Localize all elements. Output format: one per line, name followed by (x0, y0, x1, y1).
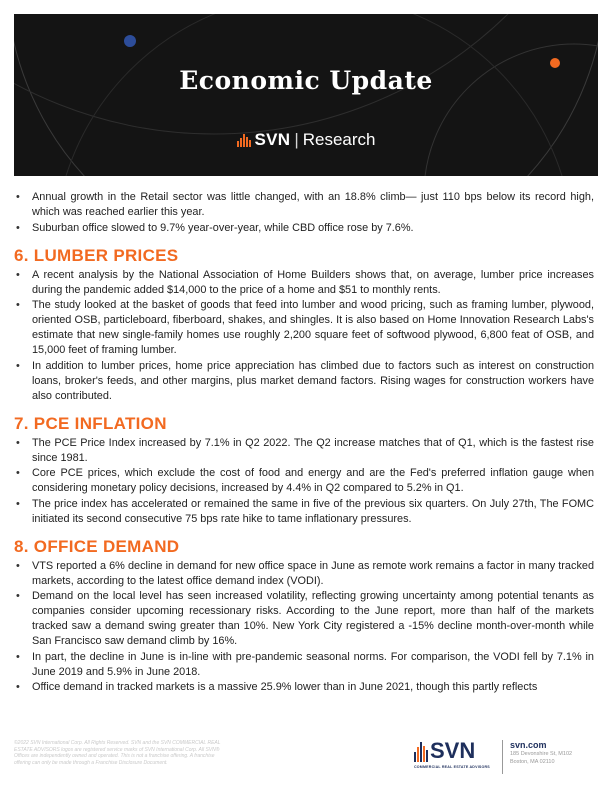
section-heading-office-demand: 8. OFFICE DEMAND (14, 536, 180, 556)
brand-division: Research (302, 130, 376, 149)
address-line-1: 185 Devonshire St, M102 (510, 751, 573, 757)
list-item: • The price index has accelerated or remained the same in five of the previous six quarters. On July 27th, The FOMC initiated its second consecutive 75 bps rate hike to tame inflationary pressures. (14, 497, 594, 527)
section-heading-lumber-prices: 6. LUMBER PRICES (14, 245, 179, 265)
list-item: • Core PCE prices, which exclude the cost of food and energy and are the Fed's preferred inflation gauge when considering monetary policy decisions, increased by 4.4% in Q2 compared to 5.2% in Q1. (14, 466, 594, 496)
pce-bullet-list (14, 436, 594, 527)
legal-disclaimer: ©2022 SVN International Corp. All Rights Reserved. SVN and the SVN COMMERCIAL REAL ESTATE ADVISORS logos are registered service marks of SVN International Corp. All SVN® Offices are independently owned and operated. This is not a franchise offering. A franchise offering can only be made through a Franchise Disclosure Document. (14, 740, 221, 766)
footer-divider (502, 740, 503, 774)
list-item: • The study looked at the basket of goods that feed into lumber and wood pricing, such as framing lumber, plywood, oriented OSB, particleboard, fiberboard, shakes, and shingles. It is also based on Home Innovation Research Labs's estimate that new single-family homes use roughly 2,200 square feet of softwood plywood, 6,800 feat of OSB, and 15,000 feet of framing lumber. (14, 298, 594, 358)
list-item: • The PCE Price Index increased by 7.1% in Q2 2022. The Q2 increase matches that of Q1, which is the fastest rise since 1981. (14, 436, 594, 466)
list-item: • Office demand in tracked markets is a massive 25.9% lower than in June 2021, though this partly reflects (14, 680, 594, 695)
brand-separator: | (294, 130, 299, 149)
list-item: • Suburban office slowed to 9.7% year-over-year, while CBD office rose by 7.6%. (14, 221, 594, 236)
address-line-2: Boston, MA 02110 (510, 759, 555, 765)
footer-contact (510, 740, 572, 766)
office-bullet-list (14, 559, 594, 696)
svn-flame-icon (236, 132, 252, 148)
list-item: • In addition to lumber prices, home price appreciation has climbed due to factors such as interest on construction loans, broker's feeds, and other margins, plus market demand factors. Rising wages for construction workers have also contributed. (14, 359, 594, 404)
website-link[interactable]: svn.com (510, 740, 547, 750)
list-item: • Annual growth in the Retail sector was little changed, with an 18.8% climb— just 110 bps below its record high, which was reached earlier this year. (14, 190, 594, 220)
brand-name: SVN (254, 130, 291, 149)
list-item: • A recent analysis by the National Association of Home Builders shows that, on average, lumber price increases during the pandemic added $14,000 to the price of a home and $51 to monthly rents. (14, 268, 594, 298)
report-body (14, 190, 594, 696)
blue-dot-icon (124, 35, 136, 47)
page-footer (14, 738, 598, 782)
footer-logo (414, 738, 494, 776)
orbit-decoration (14, 14, 598, 176)
header-banner (14, 14, 598, 176)
list-item: • Demand on the local level has seen increased volatility, reflecting growing uncertainty among potential tenants as companies consider upcoming recessionary risks. According to the June report, more than half of the markets tracked saw a demand swing greater than 10%. New York City registered a -15% decline month-over-month while San Francisco saw demand climb by 16%. (14, 589, 594, 649)
list-item: • VTS reported a 6% decline in demand for new office space in June as remote work remains a factor in many tracked markets, according to the latest office demand index (VODI). (14, 559, 594, 589)
section-heading-pce-inflation: 7. PCE INFLATION (14, 413, 167, 433)
brand-lockup (14, 130, 598, 150)
intro-bullet-list (14, 190, 594, 236)
page-title: Economic Update (179, 66, 433, 95)
svn-flame-icon (414, 740, 430, 764)
footer-logo-text: SVN (430, 738, 476, 763)
list-item: • In part, the decline in June is in-line with pre-pandemic seasonal norms. For comparison, the VODI fell by 7.1% in June 2019 and 5.9% in June 2018. (14, 650, 594, 680)
footer-logo-tagline: COMMERCIAL REAL ESTATE ADVISORS (414, 765, 490, 769)
lumber-bullet-list (14, 268, 594, 404)
